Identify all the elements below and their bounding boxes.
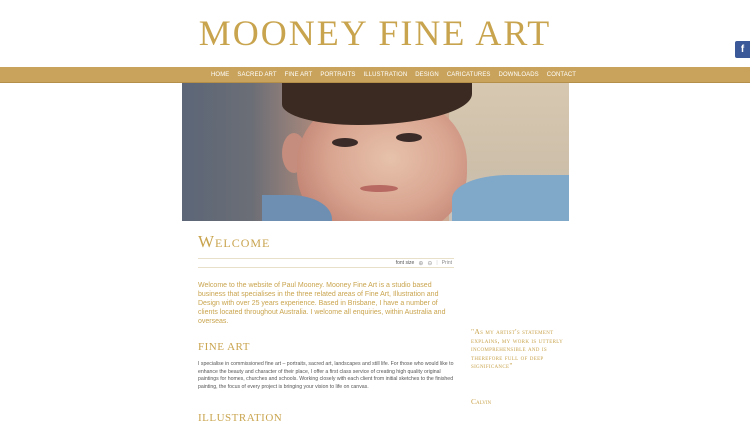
nav-fine-art[interactable]: FINE ART <box>284 72 313 78</box>
font-size-label: font size <box>395 260 415 266</box>
nav-downloads[interactable]: DOWNLOADS <box>498 72 539 78</box>
hero-portrait-image <box>182 83 569 221</box>
page-title: Welcome <box>198 232 271 251</box>
zoom-out-icon[interactable]: ⊖ <box>427 260 433 267</box>
nav-home[interactable]: HOME <box>211 72 230 78</box>
hero-eye-left <box>332 138 358 147</box>
hero-mouth <box>360 185 398 192</box>
fine-art-paragraph: I specialise in commissioned fine art – portraits, sacred art, landscapes and still life. For those who would like to enhance the beauty and character of their place, I offer a first class service of creating high quality original paintings for homes, churches and schools. Working closely with each client from initial sketches to the finished painting, the focus of every project is bringing your vision to life on canvas. <box>198 361 454 390</box>
sidebar-quote: "As my artist's statement explains, my work is utterly incomprehensible and is therefore full of deep significance" <box>471 327 563 370</box>
nav-contact[interactable]: CONTACT <box>546 72 577 78</box>
toolbar-separator: | <box>436 260 438 266</box>
article-toolbar <box>198 258 454 268</box>
nav-illustration[interactable]: ILLUSTRATION <box>363 72 408 78</box>
nav-caricatures[interactable]: CARICATURES <box>446 72 491 78</box>
zoom-in-icon[interactable]: ⊕ <box>418 260 424 267</box>
quote-author: Calvin <box>471 397 492 406</box>
nav-sacred-art[interactable]: SACRED ART <box>237 72 277 78</box>
intro-paragraph: Welcome to the website of Paul Mooney. Mooney Fine Art is a studio based business that specialises in the three related areas of Fine Art, Illustration and Design with over 25 years experience. Based in Brisbane, I have a number of clients located throughout Australia. I welcome all enquiries, within Australia and overseas. <box>198 282 446 325</box>
nav-portraits[interactable]: PORTRAITS <box>320 72 356 78</box>
hero-eye-right <box>396 133 422 142</box>
main-nav <box>0 67 750 83</box>
hero-shirt <box>452 175 569 221</box>
fine-art-heading: FINE ART <box>198 341 250 353</box>
print-link[interactable]: Print <box>441 260 452 266</box>
nav-design[interactable]: DESIGN <box>415 72 439 78</box>
site-title: MOONEY FINE ART <box>198 13 552 53</box>
illustration-heading: ILLUSTRATION <box>198 412 283 424</box>
facebook-icon[interactable]: f <box>735 41 750 58</box>
